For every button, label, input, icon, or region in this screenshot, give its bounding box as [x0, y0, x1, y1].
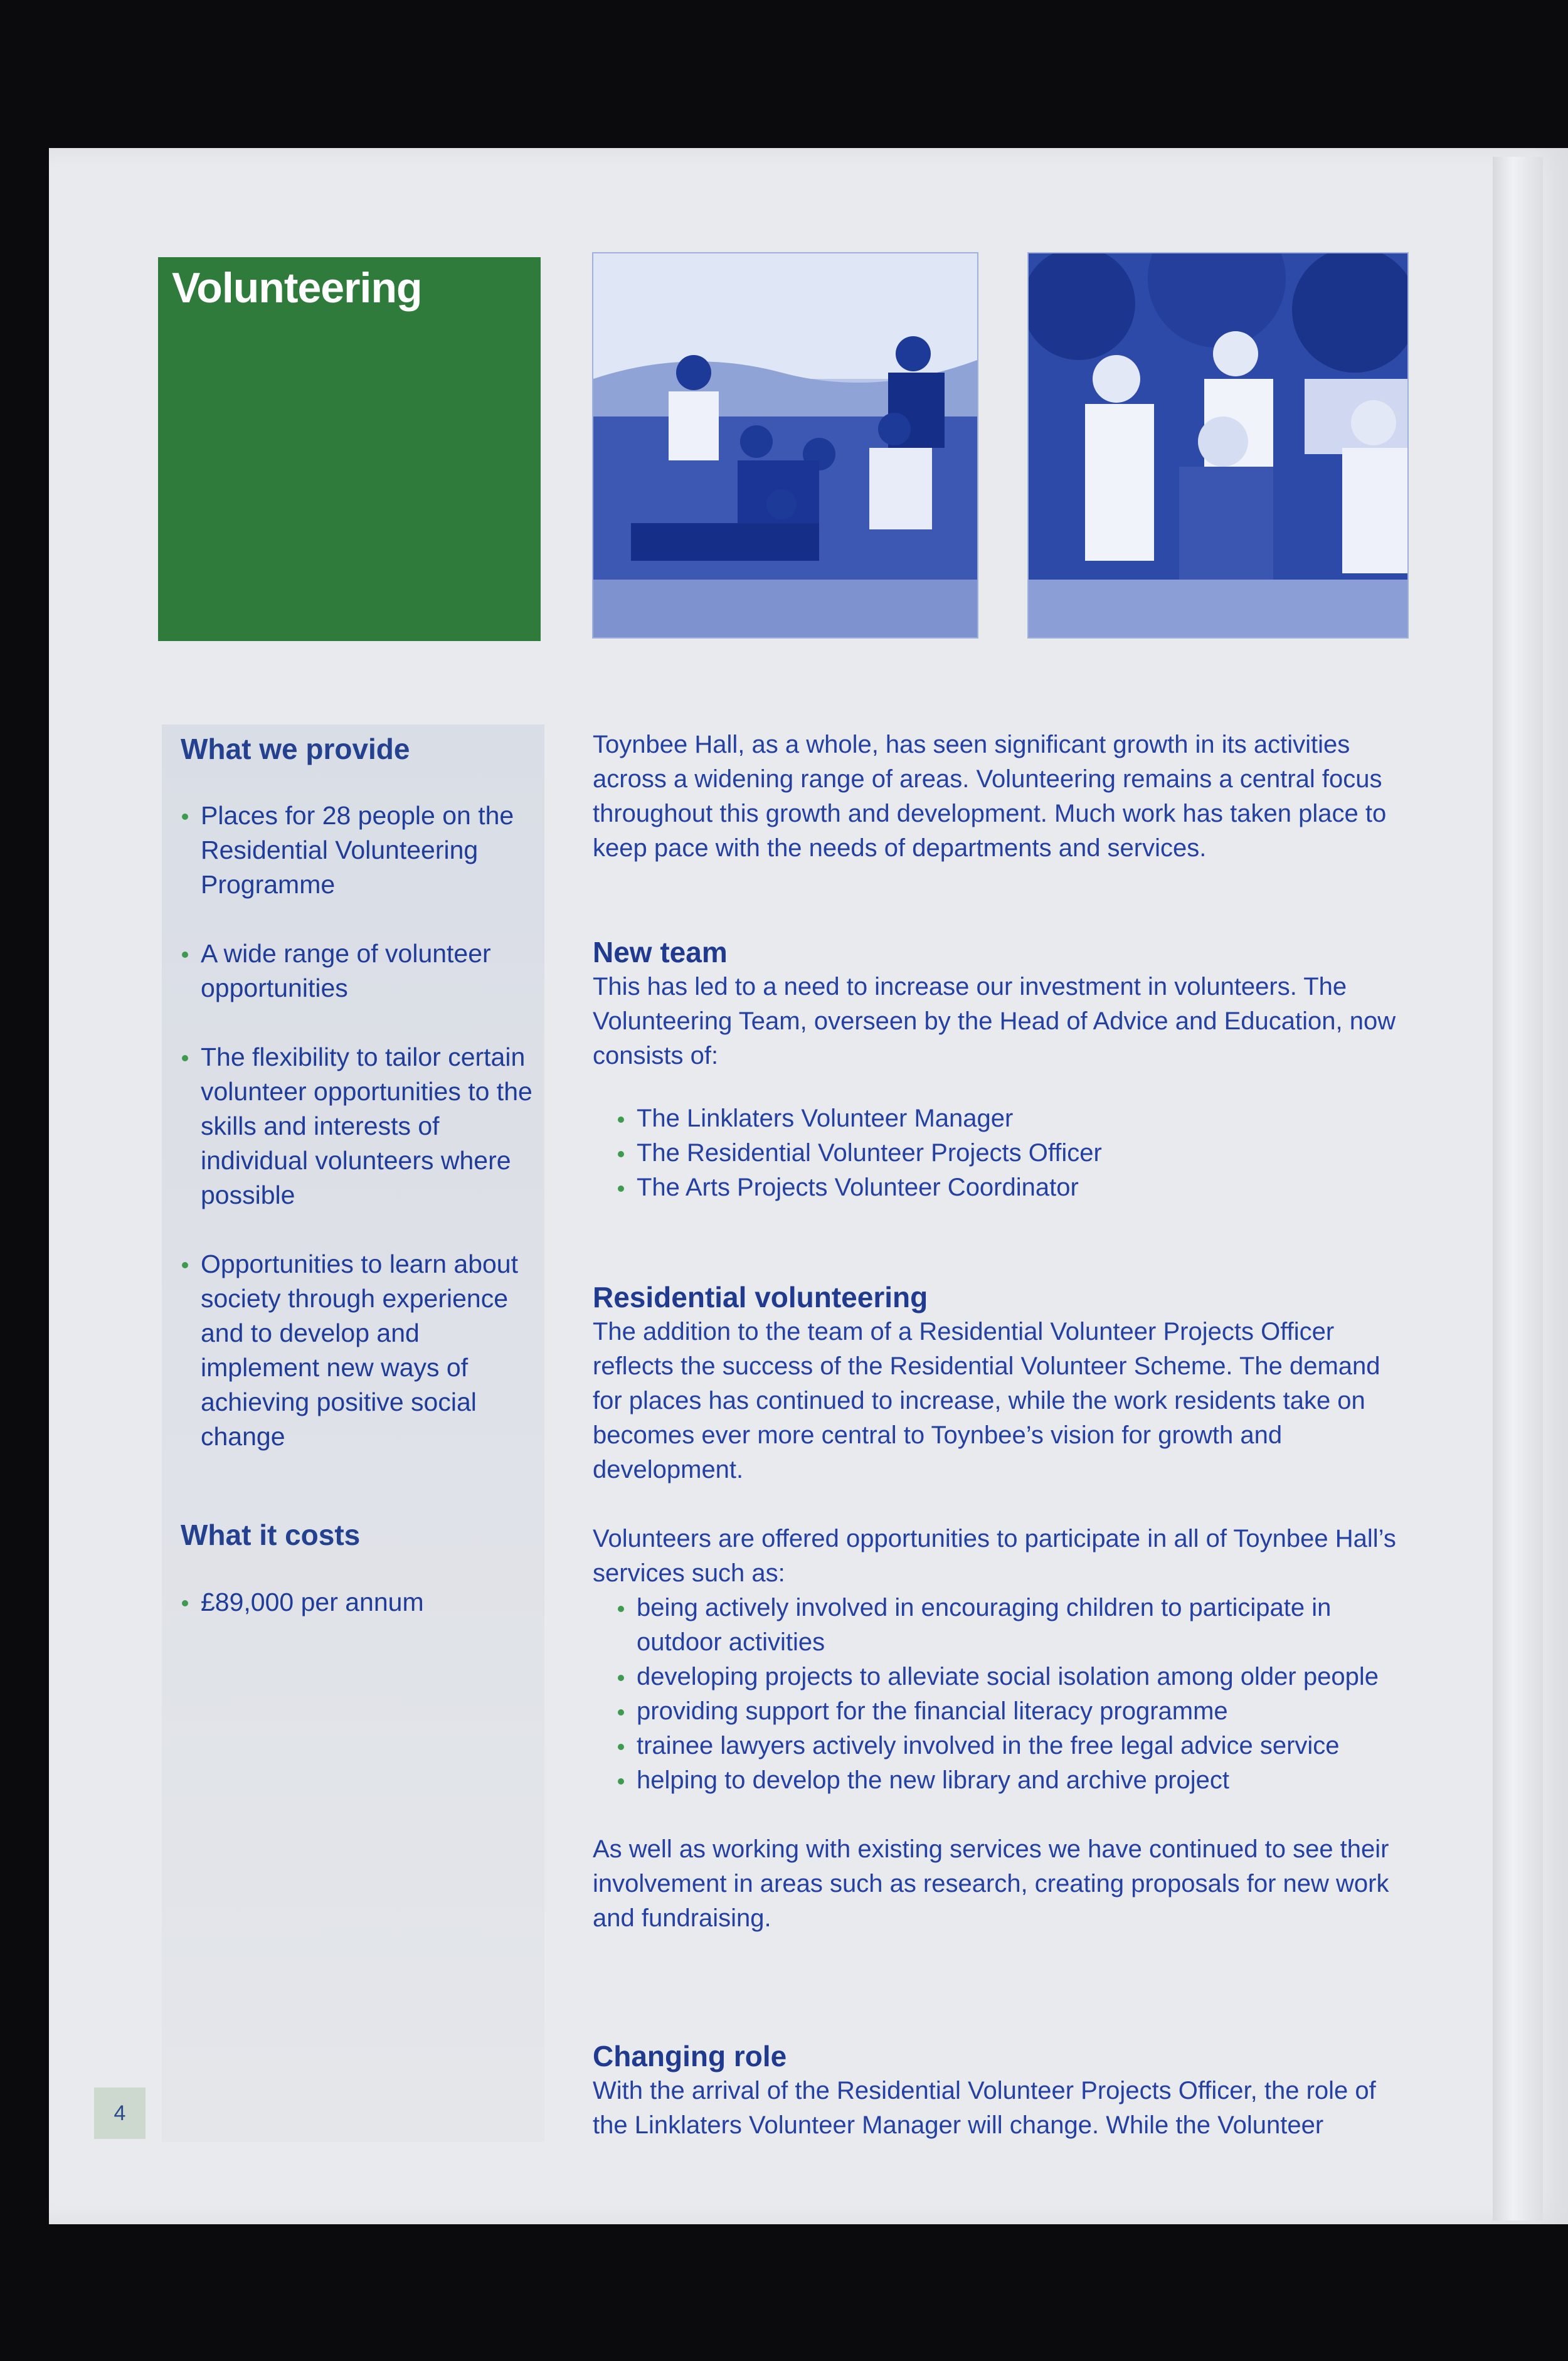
volunteers-photo-icon	[1027, 252, 1409, 639]
provide-heading: What we provide	[181, 733, 410, 765]
residential-heading: Residential volunteering	[593, 1281, 928, 1313]
changing-role-paragraph: With the arrival of the Residential Volunteer Projects Officer, the role of the Linklaters Volunteer Manager will change. While the Volunteer	[593, 2077, 1376, 2139]
sidebar-panel	[162, 724, 544, 2142]
involvement-paragraph: As well as working with existing services we have continued to see their involvement in areas such as research, creating proposals for new work and fundraising.	[593, 1835, 1389, 1932]
changing-role-section	[593, 2039, 1408, 2143]
next-page-edge	[1493, 157, 1543, 2220]
page-title: Volunteering	[172, 264, 422, 312]
intro-section	[593, 728, 1408, 866]
provide-list	[201, 798, 539, 1488]
residential-paragraph: The addition to the team of a Residential Volunteer Projects Officer reflects the success of the Residential Volunteer Scheme. The demand for places has continued to increase, while the work residents take on becomes ever more central to Toynbee’s vision for growth and development.	[593, 1318, 1380, 1483]
costs-heading: What it costs	[181, 1519, 361, 1551]
list-item: helping to develop the new library and archive project	[637, 1763, 1408, 1798]
list-item: Places for 28 people on the Residential Volunteering Programme	[201, 798, 539, 902]
new-team-paragraph: This has led to a need to increase our investment in volunteers. The Volunteering Team, overseen by the Head of Advice and Education, now consists of:	[593, 973, 1396, 1069]
list-item: The Arts Projects Volunteer Coordinator	[637, 1170, 1408, 1205]
list-item: trainee lawyers actively involved in the free legal advice service	[637, 1729, 1408, 1763]
group-photo-icon	[592, 252, 978, 639]
list-item: developing projects to alleviate social isolation among older people	[637, 1660, 1408, 1694]
list-item: providing support for the financial literacy programme	[637, 1694, 1408, 1729]
residential-section	[593, 1280, 1408, 1936]
new-team-heading: New team	[593, 936, 728, 968]
list-item: £89,000 per annum	[201, 1585, 539, 1620]
changing-role-heading: Changing role	[593, 2040, 787, 2072]
services-list	[593, 1591, 1408, 1798]
team-list	[593, 1101, 1408, 1205]
list-item: The Linklaters Volunteer Manager	[637, 1101, 1408, 1136]
new-team-section	[593, 935, 1408, 1205]
intro-paragraph: Toynbee Hall, as a whole, has seen significant growth in its activities across a widening range of areas. Volunteering remains a central focus throughout this growth and development. Much work has taken place to keep pace with the needs of departments and services.	[593, 731, 1387, 862]
list-item: being actively involved in encouraging children to participate in outdoor activities	[637, 1591, 1408, 1660]
list-item: Opportunities to learn about society through experience and to develop and implement new ways of achieving positive social change	[201, 1247, 539, 1454]
costs-list	[201, 1585, 539, 1654]
page-number: 4	[94, 2088, 146, 2139]
services-intro: Volunteers are offered opportunities to participate in all of Toynbee Hall’s services such as:	[593, 1525, 1396, 1587]
title-block	[158, 257, 541, 641]
list-item: The flexibility to tailor certain volunteer opportunities to the skills and interests of individual volunteers where possible	[201, 1040, 539, 1212]
list-item: A wide range of volunteer opportunities	[201, 936, 539, 1005]
list-item: The Residential Volunteer Projects Officer	[637, 1136, 1408, 1170]
